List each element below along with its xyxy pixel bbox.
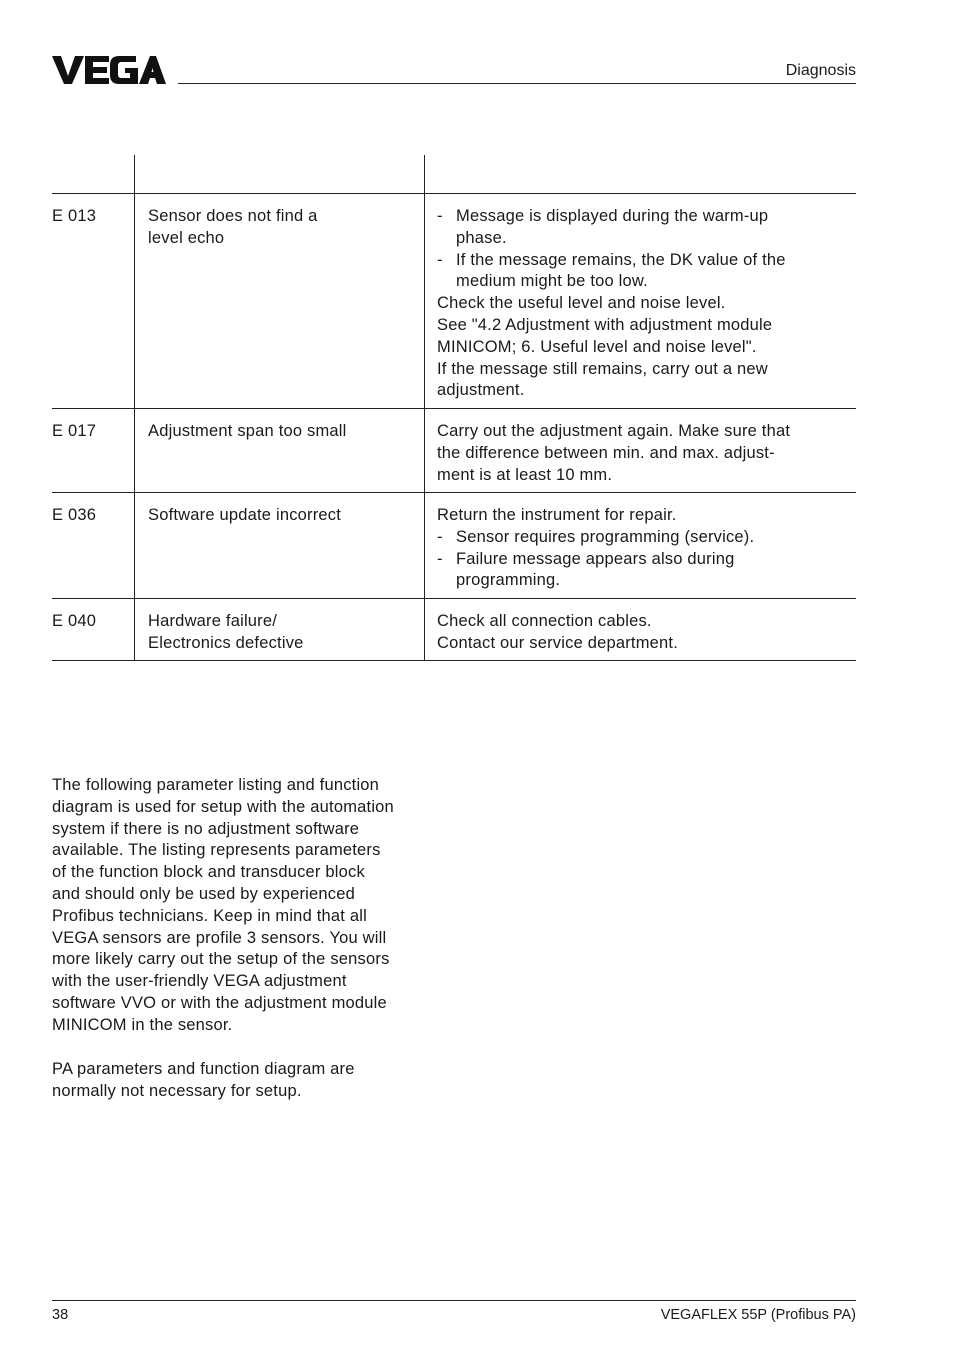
error-description: Sensor does not find a level echo (148, 207, 318, 247)
error-description: Software update incorrect (148, 506, 342, 524)
note-paragraph: PA parameters and function diagram are normally not necessary for setup. (52, 1060, 355, 1100)
vega-logo (52, 52, 166, 86)
error-remedy: Check all connection cables. Contact our service department. (437, 612, 678, 652)
error-table (52, 155, 856, 661)
error-remedy: Carry out the adjustment again. Make sure that the difference between min. and max. adjust- ment is at least 10 mm. (437, 422, 791, 484)
error-code: E 036 (52, 506, 97, 524)
table-row (52, 409, 856, 493)
error-code: E 013 (52, 207, 97, 225)
section-title: Diagnosis (785, 62, 856, 79)
page-number: 38 (52, 1307, 69, 1323)
error-remedy: - Message is displayed during the warm-up phase. - If the message remains, the DK value of the medium might be too low. Check the useful level and noise level. See "4.2 Adjustment with adjustment module MINICOM; 6. Useful level and noise level". If the message still remains, carry out a new adjustment. (437, 206, 847, 402)
error-code: E 017 (52, 422, 97, 440)
table-row (52, 599, 856, 661)
table-header (52, 155, 856, 194)
intro-paragraph: The following parameter listing and function diagram is used for setup with the automation system if there is no adjustment software available. The listing represents parameters of the function block and transducer block and should only be used by experienced Profibus technicians. Keep in mind that all VEGA sensors are profile 3 sensors. You will more likely carry out the setup of the sensors with the user-friendly VEGA adjustment software VVO or with the adjustment module MINICOM in the sensor. (52, 776, 394, 1034)
document-title: VEGAFLEX 55P (Profibus PA) (660, 1307, 856, 1323)
footer-rule (52, 1300, 856, 1301)
error-description: Hardware failure/ Electronics defective (148, 612, 304, 652)
error-code: E 040 (52, 612, 97, 630)
error-remedy: Return the instrument for repair. - Sensor requires programming (service). - Failure message appears also during programming. (437, 505, 847, 592)
header-rule (178, 83, 856, 84)
table-row (52, 493, 856, 599)
table-row (52, 194, 856, 409)
error-description: Adjustment span too small (148, 422, 347, 440)
